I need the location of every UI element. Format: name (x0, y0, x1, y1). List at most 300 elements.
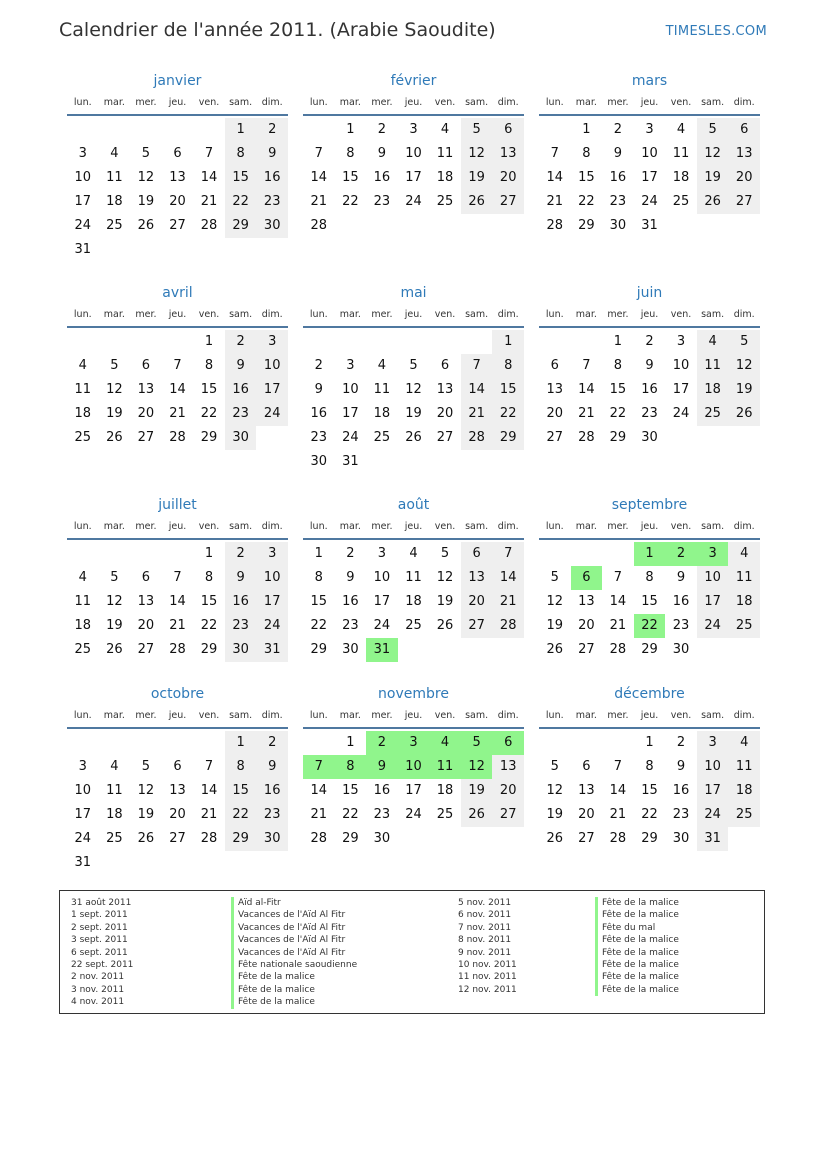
day-cell[interactable]: 3 (676, 334, 686, 349)
day-cell[interactable]: 14 (169, 594, 186, 609)
day-cell[interactable]: 20 (169, 194, 186, 209)
day-cell[interactable]: 2 (366, 731, 398, 755)
day-cell[interactable]: 28 (169, 642, 186, 657)
day-cell[interactable]: 6 (550, 358, 559, 373)
day-cell[interactable]: 10 (342, 382, 359, 397)
day-cell[interactable]: 20 (492, 779, 524, 803)
day-cell[interactable]: 30 (672, 642, 690, 657)
day-cell[interactable]: 30 (609, 218, 627, 233)
day-cell[interactable]: 7 (173, 570, 182, 585)
day-cell[interactable]: 25 (436, 807, 454, 822)
day-cell[interactable]: 23 (609, 194, 627, 209)
day-cell[interactable]: 6 (440, 358, 450, 373)
day-cell[interactable]: 7 (204, 759, 214, 774)
day-cell[interactable]: 27 (169, 218, 186, 233)
day-cell[interactable]: 28 (310, 831, 328, 846)
day-cell[interactable]: 14 (609, 594, 627, 609)
day-cell[interactable]: 27 (578, 642, 595, 657)
day-cell[interactable]: 13 (578, 783, 595, 798)
day-cell[interactable]: 19 (546, 618, 564, 633)
day-cell[interactable]: 16 (225, 590, 257, 614)
day-cell[interactable]: 23 (225, 614, 257, 638)
day-cell[interactable]: 30 (225, 638, 257, 662)
day-cell[interactable]: 6 (492, 731, 524, 755)
day-cell[interactable]: 7 (613, 759, 623, 774)
day-cell[interactable]: 30 (672, 831, 690, 846)
day-cell[interactable]: 14 (609, 783, 627, 798)
day-cell[interactable]: 11 (697, 354, 729, 378)
day-cell[interactable]: 26 (546, 642, 564, 657)
day-cell[interactable]: 13 (169, 783, 186, 798)
day-cell[interactable]: 25 (74, 642, 92, 657)
day-cell[interactable]: 19 (436, 594, 454, 609)
day-cell[interactable]: 17 (405, 170, 422, 185)
day-cell[interactable]: 28 (578, 430, 595, 445)
day-cell[interactable]: 2 (676, 735, 686, 750)
day-cell[interactable]: 20 (578, 618, 595, 633)
day-cell[interactable]: 28 (461, 426, 493, 450)
day-cell[interactable]: 22 (310, 618, 328, 633)
day-cell[interactable]: 20 (546, 406, 564, 421)
day-cell[interactable]: 12 (546, 594, 564, 609)
day-cell[interactable]: 23 (342, 618, 359, 633)
day-cell[interactable]: 1 (492, 330, 524, 354)
day-cell[interactable]: 6 (141, 358, 151, 373)
day-cell[interactable]: 26 (405, 430, 422, 445)
day-cell[interactable]: 7 (582, 358, 591, 373)
day-cell[interactable]: 25 (373, 430, 391, 445)
day-cell[interactable]: 6 (173, 146, 182, 161)
day-cell[interactable]: 31 (74, 855, 92, 870)
day-cell[interactable]: 6 (728, 118, 760, 142)
day-cell[interactable]: 24 (641, 194, 658, 209)
day-cell[interactable]: 23 (373, 194, 391, 209)
day-cell[interactable]: 19 (728, 378, 760, 402)
day-cell[interactable]: 5 (461, 731, 493, 755)
day-cell[interactable]: 27 (492, 190, 524, 214)
day-cell[interactable]: 20 (137, 406, 155, 421)
day-cell[interactable]: 29 (342, 831, 359, 846)
day-cell[interactable]: 18 (373, 406, 391, 421)
day-cell[interactable]: 19 (461, 166, 493, 190)
day-cell[interactable]: 24 (74, 218, 92, 233)
day-cell[interactable]: 19 (137, 194, 155, 209)
day-cell[interactable]: 1 (204, 546, 214, 561)
day-cell[interactable]: 9 (346, 570, 355, 585)
day-cell[interactable]: 23 (373, 807, 391, 822)
day-cell[interactable]: 11 (74, 382, 92, 397)
day-cell[interactable]: 9 (676, 570, 686, 585)
day-cell[interactable]: 18 (697, 378, 729, 402)
day-cell[interactable]: 6 (582, 759, 591, 774)
day-cell[interactable]: 13 (492, 755, 524, 779)
day-cell[interactable]: 10 (74, 783, 92, 798)
day-cell[interactable]: 24 (405, 807, 422, 822)
day-cell[interactable]: 28 (609, 831, 627, 846)
day-cell[interactable]: 27 (578, 831, 595, 846)
day-cell[interactable]: 25 (728, 803, 760, 827)
day-cell[interactable]: 29 (200, 642, 218, 657)
day-cell[interactable]: 22 (492, 402, 524, 426)
day-cell[interactable]: 24 (342, 430, 359, 445)
day-cell[interactable]: 30 (373, 831, 391, 846)
day-cell[interactable]: 16 (310, 406, 328, 421)
day-cell[interactable]: 11 (74, 594, 92, 609)
day-cell[interactable]: 5 (141, 759, 151, 774)
day-cell[interactable]: 2 (613, 122, 623, 137)
day-cell[interactable]: 13 (137, 594, 155, 609)
day-cell[interactable]: 15 (609, 382, 627, 397)
day-cell[interactable]: 1 (346, 122, 355, 137)
day-cell[interactable]: 7 (461, 354, 493, 378)
day-cell[interactable]: 21 (169, 618, 186, 633)
day-cell[interactable]: 12 (106, 594, 123, 609)
day-cell[interactable]: 4 (429, 731, 461, 755)
day-cell[interactable]: 21 (609, 807, 627, 822)
day-cell[interactable]: 10 (74, 170, 92, 185)
day-cell[interactable]: 4 (78, 358, 87, 373)
day-cell[interactable]: 6 (461, 542, 493, 566)
day-cell[interactable]: 4 (728, 542, 760, 566)
day-cell[interactable]: 29 (200, 430, 218, 445)
day-cell[interactable]: 23 (672, 618, 690, 633)
day-cell[interactable]: 11 (728, 566, 760, 590)
day-cell[interactable]: 25 (106, 831, 123, 846)
day-cell[interactable]: 8 (492, 354, 524, 378)
day-cell[interactable]: 22 (634, 614, 666, 638)
day-cell[interactable]: 24 (672, 406, 690, 421)
day-cell[interactable]: 2 (346, 546, 355, 561)
day-cell[interactable]: 2 (645, 334, 654, 349)
day-cell[interactable]: 28 (492, 614, 524, 638)
day-cell[interactable]: 13 (137, 382, 155, 397)
day-cell[interactable]: 2 (256, 731, 288, 755)
day-cell[interactable]: 28 (609, 642, 627, 657)
day-cell[interactable]: 27 (461, 614, 493, 638)
day-cell[interactable]: 10 (373, 570, 391, 585)
day-cell[interactable]: 18 (106, 194, 123, 209)
day-cell[interactable]: 30 (256, 214, 288, 238)
day-cell[interactable]: 10 (398, 755, 430, 779)
day-cell[interactable]: 8 (645, 759, 654, 774)
day-cell[interactable]: 25 (697, 402, 729, 426)
day-cell[interactable]: 18 (728, 779, 760, 803)
day-cell[interactable]: 26 (461, 190, 493, 214)
day-cell[interactable]: 13 (492, 142, 524, 166)
day-cell[interactable]: 1 (613, 334, 623, 349)
day-cell[interactable]: 4 (697, 330, 729, 354)
day-cell[interactable]: 11 (672, 146, 690, 161)
day-cell[interactable]: 4 (78, 570, 87, 585)
day-cell[interactable]: 1 (645, 735, 654, 750)
day-cell[interactable]: 17 (256, 378, 288, 402)
day-cell[interactable]: 13 (546, 382, 564, 397)
day-cell[interactable]: 18 (74, 406, 92, 421)
day-cell[interactable]: 31 (74, 242, 92, 257)
day-cell[interactable]: 11 (106, 170, 123, 185)
day-cell[interactable]: 14 (461, 378, 493, 402)
day-cell[interactable]: 9 (225, 566, 257, 590)
day-cell[interactable]: 28 (546, 218, 564, 233)
day-cell[interactable]: 20 (137, 618, 155, 633)
day-cell[interactable]: 21 (461, 402, 493, 426)
day-cell[interactable]: 21 (310, 194, 328, 209)
day-cell[interactable]: 4 (110, 146, 119, 161)
day-cell[interactable]: 7 (204, 146, 214, 161)
day-cell[interactable]: 13 (728, 142, 760, 166)
day-cell[interactable]: 6 (173, 759, 182, 774)
day-cell[interactable]: 10 (672, 358, 690, 373)
day-cell[interactable]: 17 (256, 590, 288, 614)
day-cell[interactable]: 12 (106, 382, 123, 397)
day-cell[interactable]: 9 (256, 142, 288, 166)
day-cell[interactable]: 11 (405, 570, 422, 585)
day-cell[interactable]: 22 (200, 406, 218, 421)
day-cell[interactable]: 1 (634, 542, 666, 566)
day-cell[interactable]: 17 (405, 783, 422, 798)
day-cell[interactable]: 27 (436, 430, 454, 445)
day-cell[interactable]: 2 (314, 358, 323, 373)
day-cell[interactable]: 24 (74, 831, 92, 846)
day-cell[interactable]: 15 (641, 783, 658, 798)
day-cell[interactable]: 22 (200, 618, 218, 633)
day-cell[interactable]: 29 (609, 430, 627, 445)
day-cell[interactable]: 16 (641, 382, 658, 397)
day-cell[interactable]: 15 (225, 166, 257, 190)
day-cell[interactable]: 24 (697, 803, 729, 827)
day-cell[interactable]: 30 (641, 430, 658, 445)
day-cell[interactable]: 18 (106, 807, 123, 822)
day-cell[interactable]: 4 (409, 546, 418, 561)
day-cell[interactable]: 30 (225, 426, 257, 450)
day-cell[interactable]: 3 (256, 330, 288, 354)
day-cell[interactable]: 24 (697, 614, 729, 638)
day-cell[interactable]: 7 (173, 358, 182, 373)
day-cell[interactable]: 7 (492, 542, 524, 566)
day-cell[interactable]: 1 (204, 334, 214, 349)
day-cell[interactable]: 29 (225, 214, 257, 238)
day-cell[interactable]: 15 (578, 170, 595, 185)
day-cell[interactable]: 27 (169, 831, 186, 846)
day-cell[interactable]: 16 (672, 594, 690, 609)
day-cell[interactable]: 1 (225, 731, 257, 755)
day-cell[interactable]: 26 (436, 618, 454, 633)
day-cell[interactable]: 5 (110, 570, 119, 585)
day-cell[interactable]: 9 (676, 759, 686, 774)
day-cell[interactable]: 14 (200, 170, 218, 185)
day-cell[interactable]: 4 (728, 731, 760, 755)
day-cell[interactable]: 2 (377, 122, 387, 137)
day-cell[interactable]: 9 (225, 354, 257, 378)
day-cell[interactable]: 11 (106, 783, 123, 798)
day-cell[interactable]: 26 (137, 218, 155, 233)
day-cell[interactable]: 15 (641, 594, 658, 609)
day-cell[interactable]: 17 (74, 194, 92, 209)
day-cell[interactable]: 18 (436, 170, 454, 185)
day-cell[interactable]: 8 (204, 358, 214, 373)
day-cell[interactable]: 3 (409, 122, 418, 137)
day-cell[interactable]: 14 (310, 170, 328, 185)
day-cell[interactable]: 29 (492, 426, 524, 450)
day-cell[interactable]: 22 (225, 803, 257, 827)
day-cell[interactable]: 15 (492, 378, 524, 402)
day-cell[interactable]: 20 (169, 807, 186, 822)
day-cell[interactable]: 5 (697, 118, 729, 142)
day-cell[interactable]: 17 (697, 779, 729, 803)
day-cell[interactable]: 16 (609, 170, 627, 185)
day-cell[interactable]: 25 (672, 194, 690, 209)
day-cell[interactable]: 5 (728, 330, 760, 354)
day-cell[interactable]: 4 (676, 122, 686, 137)
day-cell[interactable]: 9 (645, 358, 654, 373)
day-cell[interactable]: 18 (74, 618, 92, 633)
day-cell[interactable]: 7 (314, 146, 323, 161)
day-cell[interactable]: 21 (200, 807, 218, 822)
day-cell[interactable]: 2 (256, 118, 288, 142)
day-cell[interactable]: 18 (405, 594, 422, 609)
day-cell[interactable]: 1 (346, 735, 355, 750)
day-cell[interactable]: 16 (256, 166, 288, 190)
day-cell[interactable]: 31 (256, 638, 288, 662)
day-cell[interactable]: 15 (200, 594, 218, 609)
day-cell[interactable]: 2 (225, 330, 257, 354)
day-cell[interactable]: 23 (641, 406, 658, 421)
day-cell[interactable]: 30 (256, 827, 288, 851)
day-cell[interactable]: 12 (436, 570, 454, 585)
day-cell[interactable]: 27 (546, 430, 564, 445)
day-cell[interactable]: 3 (645, 122, 654, 137)
day-cell[interactable]: 19 (137, 807, 155, 822)
day-cell[interactable]: 28 (200, 831, 218, 846)
day-cell[interactable]: 23 (310, 430, 328, 445)
day-cell[interactable]: 5 (550, 759, 559, 774)
day-cell[interactable]: 14 (200, 783, 218, 798)
day-cell[interactable]: 12 (461, 142, 493, 166)
day-cell[interactable]: 26 (106, 430, 123, 445)
day-cell[interactable]: 15 (200, 382, 218, 397)
brand-link[interactable]: TIMESLES.COM (665, 24, 767, 39)
day-cell[interactable]: 20 (461, 590, 493, 614)
day-cell[interactable]: 22 (342, 807, 359, 822)
day-cell[interactable]: 21 (578, 406, 595, 421)
day-cell[interactable]: 26 (728, 402, 760, 426)
day-cell[interactable]: 29 (225, 827, 257, 851)
day-cell[interactable]: 26 (546, 831, 564, 846)
day-cell[interactable]: 1 (225, 118, 257, 142)
day-cell[interactable]: 26 (461, 803, 493, 827)
day-cell[interactable]: 10 (697, 755, 729, 779)
day-cell[interactable]: 31 (366, 638, 398, 662)
day-cell[interactable]: 19 (405, 406, 422, 421)
day-cell[interactable]: 3 (697, 542, 729, 566)
day-cell[interactable]: 13 (436, 382, 454, 397)
day-cell[interactable]: 14 (578, 382, 595, 397)
day-cell[interactable]: 11 (429, 755, 461, 779)
day-cell[interactable]: 8 (645, 570, 654, 585)
day-cell[interactable]: 21 (609, 618, 627, 633)
day-cell[interactable]: 12 (405, 382, 422, 397)
day-cell[interactable]: 22 (225, 190, 257, 214)
day-cell[interactable]: 5 (110, 358, 119, 373)
day-cell[interactable]: 12 (461, 755, 493, 779)
day-cell[interactable]: 17 (342, 406, 359, 421)
day-cell[interactable]: 17 (74, 807, 92, 822)
day-cell[interactable]: 15 (225, 779, 257, 803)
day-cell[interactable]: 17 (697, 590, 729, 614)
day-cell[interactable]: 16 (256, 779, 288, 803)
day-cell[interactable]: 3 (78, 146, 87, 161)
day-cell[interactable]: 25 (405, 618, 422, 633)
day-cell[interactable]: 23 (672, 807, 690, 822)
day-cell[interactable]: 9 (314, 382, 323, 397)
day-cell[interactable]: 19 (106, 406, 123, 421)
day-cell[interactable]: 2 (665, 542, 697, 566)
day-cell[interactable]: 17 (672, 382, 690, 397)
day-cell[interactable]: 1 (582, 122, 591, 137)
day-cell[interactable]: 5 (550, 570, 559, 585)
day-cell[interactable]: 17 (373, 594, 391, 609)
day-cell[interactable]: 24 (405, 194, 422, 209)
day-cell[interactable]: 6 (571, 566, 603, 590)
day-cell[interactable]: 9 (613, 146, 623, 161)
day-cell[interactable]: 10 (256, 354, 288, 378)
day-cell[interactable]: 16 (342, 594, 359, 609)
day-cell[interactable]: 26 (137, 831, 155, 846)
day-cell[interactable]: 4 (377, 358, 387, 373)
day-cell[interactable]: 31 (342, 454, 359, 469)
day-cell[interactable]: 24 (256, 402, 288, 426)
day-cell[interactable]: 3 (256, 542, 288, 566)
day-cell[interactable]: 13 (169, 170, 186, 185)
day-cell[interactable]: 27 (137, 430, 155, 445)
day-cell[interactable]: 15 (342, 783, 359, 798)
day-cell[interactable]: 18 (436, 783, 454, 798)
day-cell[interactable]: 10 (697, 566, 729, 590)
day-cell[interactable]: 7 (613, 570, 623, 585)
day-cell[interactable]: 23 (256, 803, 288, 827)
day-cell[interactable]: 12 (137, 783, 155, 798)
day-cell[interactable]: 9 (366, 755, 398, 779)
day-cell[interactable]: 27 (728, 190, 760, 214)
day-cell[interactable]: 31 (641, 218, 658, 233)
day-cell[interactable]: 25 (106, 218, 123, 233)
day-cell[interactable]: 19 (461, 779, 493, 803)
day-cell[interactable]: 20 (578, 807, 595, 822)
day-cell[interactable]: 11 (728, 755, 760, 779)
day-cell[interactable]: 18 (728, 590, 760, 614)
day-cell[interactable]: 3 (398, 731, 430, 755)
day-cell[interactable]: 22 (578, 194, 595, 209)
day-cell[interactable]: 28 (310, 218, 328, 233)
day-cell[interactable]: 11 (436, 146, 454, 161)
day-cell[interactable]: 8 (225, 755, 257, 779)
day-cell[interactable]: 21 (169, 406, 186, 421)
day-cell[interactable]: 16 (225, 378, 257, 402)
day-cell[interactable]: 29 (641, 831, 658, 846)
day-cell[interactable]: 29 (641, 642, 658, 657)
day-cell[interactable]: 23 (225, 402, 257, 426)
day-cell[interactable]: 22 (609, 406, 627, 421)
day-cell[interactable]: 27 (137, 642, 155, 657)
day-cell[interactable]: 29 (578, 218, 595, 233)
day-cell[interactable]: 19 (106, 618, 123, 633)
day-cell[interactable]: 8 (346, 146, 355, 161)
day-cell[interactable]: 8 (225, 142, 257, 166)
day-cell[interactable]: 26 (697, 190, 729, 214)
day-cell[interactable]: 21 (546, 194, 564, 209)
day-cell[interactable]: 19 (546, 807, 564, 822)
day-cell[interactable]: 31 (697, 827, 729, 851)
